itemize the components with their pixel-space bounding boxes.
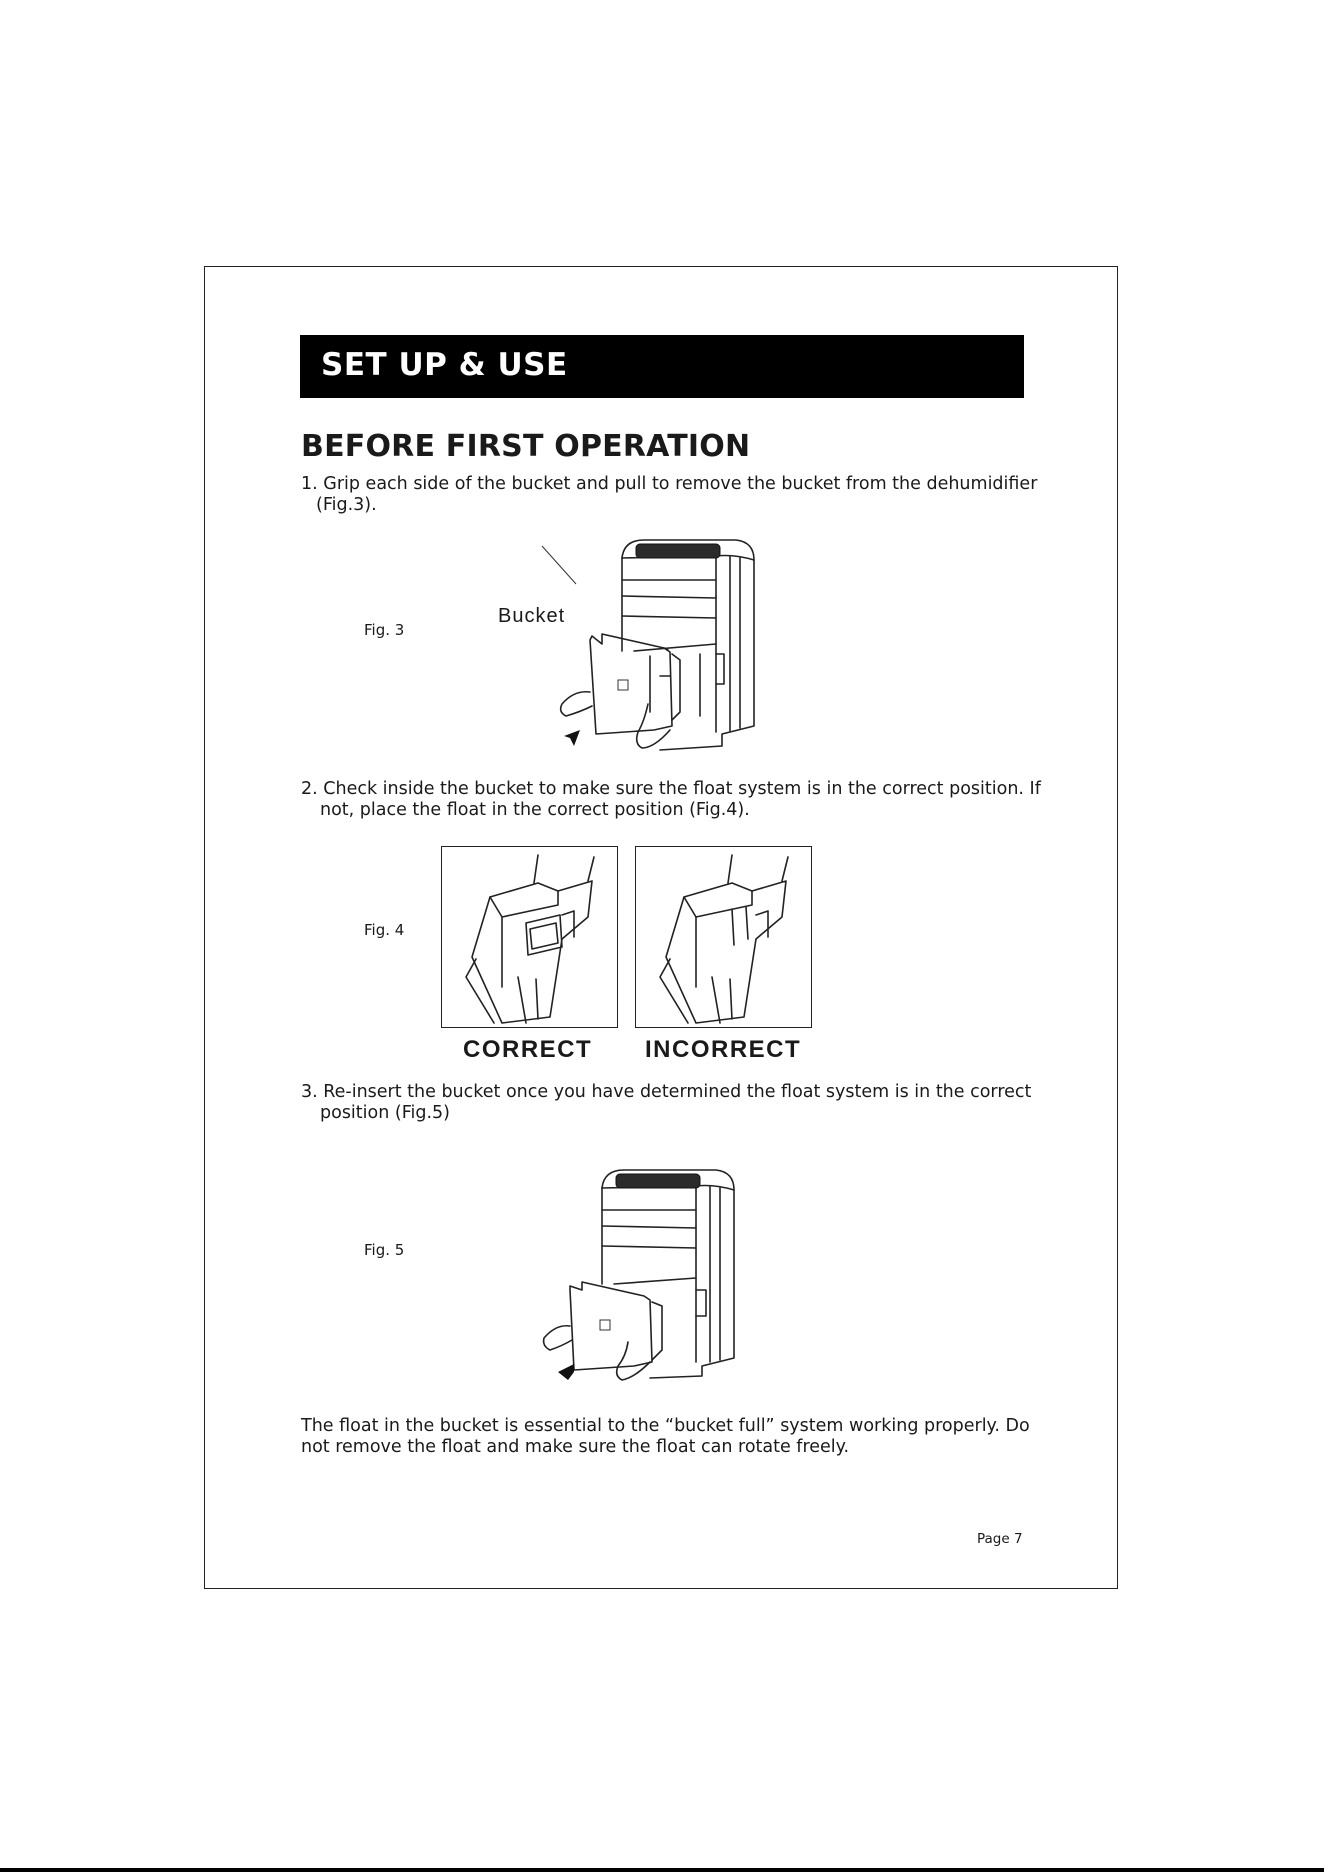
section-banner <box>300 335 1024 398</box>
float-note <box>301 1416 1030 1458</box>
step-1 <box>301 474 1037 516</box>
correct-label: CORRECT <box>463 1036 593 1063</box>
fig-4-correct-box <box>441 846 618 1028</box>
banner-title: SET UP & USE <box>321 347 568 383</box>
dehumidifier-bucket-insert-icon <box>530 1166 750 1396</box>
step-3-line-1: 3. Re-insert the bucket once you have determined the float system is in the correct <box>301 1082 1032 1102</box>
step-3 <box>301 1082 1031 1124</box>
fig-5-label: Fig. 5 <box>364 1241 405 1259</box>
section-title: BEFORE FIRST OPERATION <box>301 429 751 464</box>
fig-4-incorrect-box <box>635 846 812 1028</box>
page-number: Page 7 <box>977 1531 1023 1547</box>
fig-3-label: Fig. 3 <box>364 621 405 639</box>
step-2-line-1: 2. Check inside the bucket to make sure the float system is in the correct position. If <box>301 779 1041 799</box>
step-3-line-2: position (Fig.5) <box>320 1103 450 1123</box>
bottom-edge-rule <box>0 1868 1324 1872</box>
dehumidifier-bucket-removal-icon <box>540 536 770 766</box>
float-note-line-2: not remove the float and make sure the float can rotate freely. <box>301 1437 850 1457</box>
bucket-float-incorrect-icon <box>636 847 811 1027</box>
step-2-line-2: not, place the float in the correct position (Fig.4). <box>320 800 750 820</box>
incorrect-label: INCORRECT <box>645 1036 802 1063</box>
step-1-line-2: (Fig.3). <box>316 495 377 515</box>
step-1-line-1: 1. Grip each side of the bucket and pull to remove the bucket from the dehumidifier <box>301 474 1038 494</box>
bucket-float-correct-icon <box>442 847 617 1027</box>
fig-4-label: Fig. 4 <box>364 921 405 939</box>
float-note-line-1: The float in the bucket is essential to the “bucket full” system working properly. Do <box>301 1416 1030 1436</box>
bucket-callout: Bucket <box>498 605 566 627</box>
step-2 <box>301 779 1041 821</box>
